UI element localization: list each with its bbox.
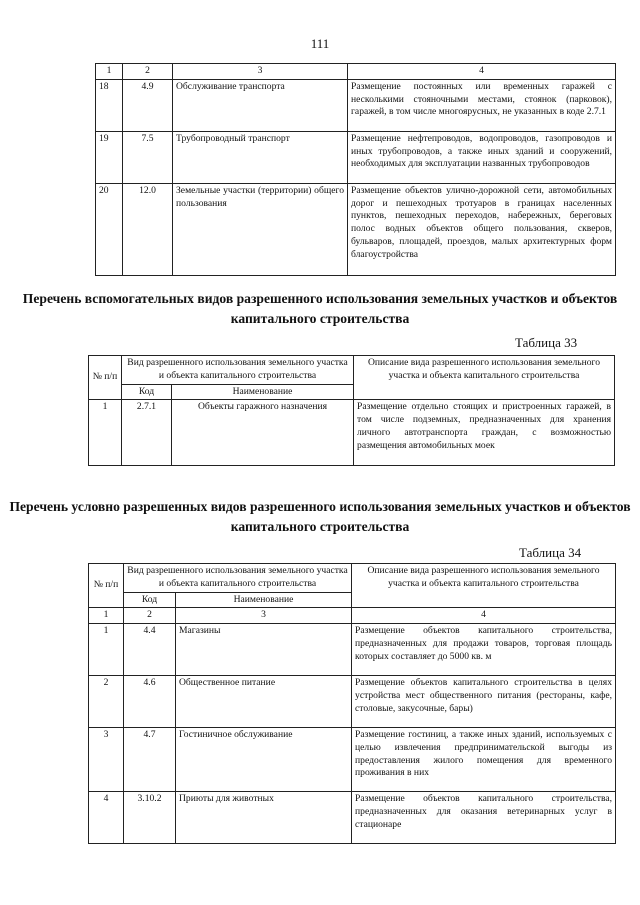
- row-code: 4.7: [124, 728, 176, 792]
- row-number: 3: [89, 728, 124, 792]
- row-code: 12.0: [123, 183, 173, 275]
- row-code: 3.10.2: [124, 792, 176, 844]
- row-code: 7.5: [123, 131, 173, 183]
- column-number: 1: [89, 608, 124, 624]
- table-label-34: Таблица 34: [519, 545, 582, 560]
- row-code: 4.9: [123, 79, 173, 131]
- row-name: Гостиничное обслуживание: [176, 728, 352, 792]
- section-heading-conditional: Перечень условно разрешенных видов разрешенного использования земельных участков и объектов капитального строительства: [9, 499, 631, 535]
- row-description: Размещение гостиниц, а также иных зданий, используемых с целью извлечения предпринимательской выгоды из предоставления жилого помещения для временного проживания в них: [352, 728, 616, 792]
- table-row: [96, 131, 616, 183]
- table-header: [89, 564, 616, 593]
- row-description: Размещение постоянных или временных гаражей с несколькими стояночными местами, стоянок (парковок), гаражей, в том числе многоярусных, не указанных в коде 2.7.1: [348, 79, 616, 131]
- row-number: 19: [96, 131, 123, 183]
- table-row: [89, 676, 616, 728]
- row-description: Размещение объектов капитального строительства, предназначенных для оказания ветеринарных услуг в стационаре: [352, 792, 616, 844]
- row-name: Общественное питание: [176, 676, 352, 728]
- header-vid: Вид разрешенного использования земельного участка и объекта капитального строительства: [124, 564, 352, 593]
- table-header: [89, 356, 615, 385]
- row-number: 2: [89, 676, 124, 728]
- table-row: [96, 79, 616, 131]
- column-number: 2: [124, 608, 176, 624]
- table-34: [88, 563, 616, 844]
- column-number: 2: [123, 64, 173, 80]
- header-num: № п/п: [89, 356, 122, 400]
- row-number: 20: [96, 183, 123, 275]
- column-number: 4: [348, 64, 616, 80]
- column-number: 4: [352, 608, 616, 624]
- page-number: 111: [310, 36, 330, 51]
- table-row: [89, 792, 616, 844]
- table-column-numbers: [89, 608, 616, 624]
- row-name: Трубопроводный транспорт: [173, 131, 348, 183]
- header-num: № п/п: [89, 564, 124, 608]
- table-row: [89, 728, 616, 792]
- header-name: Наименование: [176, 592, 352, 608]
- table-33: [88, 355, 615, 466]
- continuation-table: [95, 63, 616, 276]
- row-name: Приюты для животных: [176, 792, 352, 844]
- column-number: 1: [96, 64, 123, 80]
- row-number: 4: [89, 792, 124, 844]
- header-vid: Вид разрешенного использования земельного участка и объекта капитального строительства: [122, 356, 354, 385]
- row-description: Размещение объектов улично-дорожной сети, автомобильных дорог и пешеходных тротуаров в границах населенных пунктов, пешеходных переходов, набережных, береговых полос водных объектов общего пользования, скверов, бульваров, площадей, проездов, малых архитектурных форм благоустройства: [348, 183, 616, 275]
- row-name: Объекты гаражного назначения: [172, 400, 354, 466]
- column-number: 3: [173, 64, 348, 80]
- header-name: Наименование: [172, 384, 354, 400]
- header-desc: Описание вида разрешенного использования земельного участка и объекта капитального строительства: [352, 564, 616, 608]
- header-desc: Описание вида разрешенного использования земельного участка и объекта капитального строительства: [354, 356, 615, 400]
- column-number: 3: [176, 608, 352, 624]
- row-description: Размещение нефтепроводов, водопроводов, газопроводов и иных трубопроводов, а также иных зданий и сооружений, необходимых для эксплуатации названных трубопроводов: [348, 131, 616, 183]
- row-number: 18: [96, 79, 123, 131]
- table-row: [96, 183, 616, 275]
- row-code: 4.6: [124, 676, 176, 728]
- row-code: 4.4: [124, 624, 176, 676]
- table-row: [89, 624, 616, 676]
- row-description: Размещение объектов капитального строительства в целях устройства мест общественного питания (рестораны, кафе, столовые, закусочные, бары): [352, 676, 616, 728]
- row-name: Обслуживание транспорта: [173, 79, 348, 131]
- header-code: Код: [124, 592, 176, 608]
- table-row: [89, 400, 615, 466]
- row-number: 1: [89, 400, 122, 466]
- table-label-33: Таблица 33: [515, 335, 578, 350]
- row-code: 2.7.1: [122, 400, 172, 466]
- row-description: Размещение объектов капитального строительства, предназначенных для продажи товаров, торговая площадь которых составляет до 5000 кв. м: [352, 624, 616, 676]
- table-column-numbers: [96, 64, 616, 80]
- row-name: Магазины: [176, 624, 352, 676]
- row-name: Земельные участки (территории) общего пользования: [173, 183, 348, 275]
- row-description: Размещение отдельно стоящих и пристроенных гаражей, в том числе подземных, предназначенных для хранения личного автотранспорта граждан, с возможностью размещения автомобильных моек: [354, 400, 615, 466]
- row-number: 1: [89, 624, 124, 676]
- section-heading-auxiliary: Перечень вспомогательных видов разрешенного использования земельных участков и объектов капитального строительства: [22, 291, 618, 327]
- header-code: Код: [122, 384, 172, 400]
